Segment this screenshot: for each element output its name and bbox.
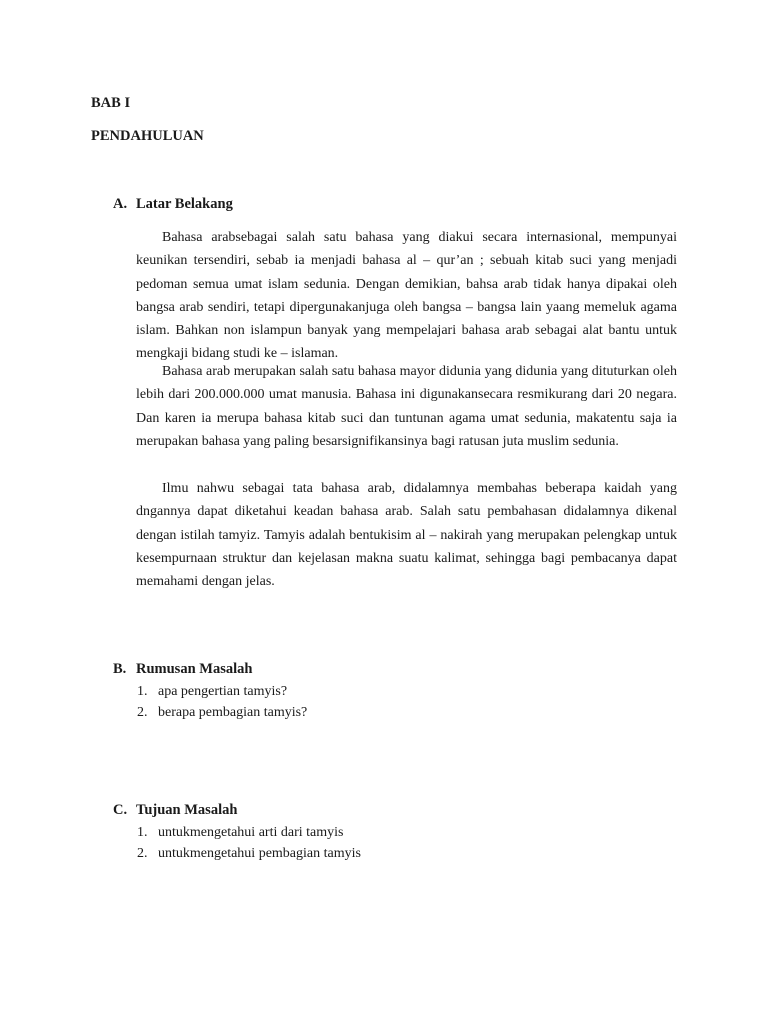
section-b-letter: B. [113,661,127,677]
section-a-letter: A. [113,196,128,212]
section-c-title: Tujuan Masalah [136,802,238,818]
list-item-text: untukmengetahui pembagian tamyis [158,846,361,861]
list-item [137,702,307,723]
chapter-title: PENDAHULUAN [91,128,204,144]
chapter-label: BAB I [91,95,131,111]
section-c-heading [113,802,237,819]
section-a-heading [113,196,233,213]
section-c-list [137,822,361,864]
paragraph-2 [136,360,677,453]
paragraph-1-text: Bahasa arabsebagai salah satu bahasa yang diakui secara internasional, mempunyai keunikan tersendiri, sebab ia menjadi bahasa al – qur’an ; sebuah kitab suci yang menjadi pedoman semua umat islam sedunia. Dengan demikian, bahsa arab tidak hanya dipakai oleh bangsa arab sendiri, tetapi dipergunakanjuga oleh bangsa – bangsa lain yaang memeluk agama islam. Bahkan non islampun banyak yang mempelajari bahasa arab sebagai alat bantu untuk mengkaji bidang studi ke – islaman. [136,230,677,362]
section-b-title: Rumusan Masalah [136,661,253,677]
paragraph-1 [136,226,677,366]
paragraph-2-text: Bahasa arab merupakan salah satu bahasa mayor didunia yang didunia yang dituturkan oleh lebih dari 200.000.000 umat manusia. Bahasa ini digunakansecara resmikurang dari 20 negara. Dan karen ia merupa bahasa kitab suci dan tuntunan agama umat sedunia, makatentu saja ia merupakan bahasa yang paling besarsignifikansinya bagi ratusan juta muslim sedunia. [136,364,677,449]
section-b-list [137,681,307,723]
list-item-number: 1. [137,825,148,840]
list-item-text: untukmengetahui arti dari tamyis [158,825,344,840]
section-b-heading [113,661,252,678]
list-item [137,822,361,843]
list-item-text: berapa pembagian tamyis? [158,705,308,720]
list-item [137,681,307,702]
paragraph-3 [136,477,677,593]
paragraph-3-text: Ilmu nahwu sebagai tata bahasa arab, didalamnya membahas beberapa kaidah yang dngannya dapat diketahui keadan bahasa arab. Salah satu pembahasan didalamnya dikenal dengan istilah tamyiz. Tamyis adalah bentukisim al – nakirah yang merupakan pelengkap untuk kesempurnaan struktur dan kejelasan makna suatu kalimat, sehingga bagi pembacanya dapat memahami dengan jelas. [136,481,677,590]
list-item-text: apa pengertian tamyis? [158,684,288,699]
list-item-number: 2. [137,846,148,861]
list-item [137,843,361,864]
section-c-letter: C. [113,802,128,818]
list-item-number: 1. [137,684,148,699]
list-item-number: 2. [137,705,148,720]
section-a-title: Latar Belakang [136,196,233,212]
